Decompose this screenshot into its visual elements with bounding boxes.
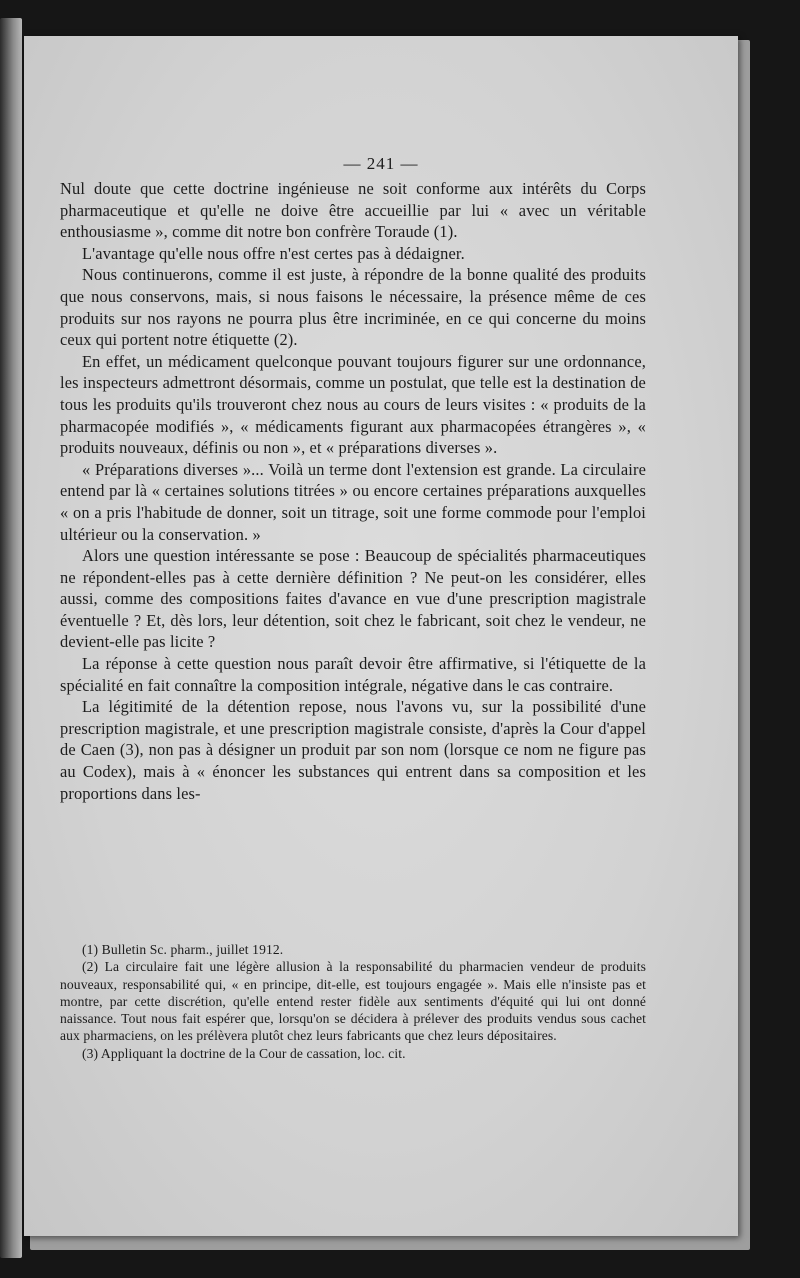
paragraph: La légitimité de la détention repose, nous l'avons vu, sur la possibilité d'une prescription magistrale, et une prescription magistrale consiste, d'après la Cour d'appel de Caen (3), non pas à désigner un produit par son nom (lorsque ce nom ne figure pas au Codex), mais à « énoncer les substances qui entrent dans sa composition et les proportions dans les- bbox=[60, 697, 646, 803]
paragraph: La réponse à cette question nous paraît devoir être affirmative, si l'étiquette de la spécialité en fait connaître la composition intégrale, négative dans le cas contraire. bbox=[60, 654, 646, 695]
left-page-edge bbox=[0, 18, 22, 1258]
footnote: (1) Bulletin Sc. pharm., juillet 1912. bbox=[82, 942, 284, 957]
paragraph: « Préparations diverses »... Voilà un terme dont l'extension est grande. La circulaire entend par là « certaines solutions titrées » ou encore certaines préparations auxquelles « on a pris l'habitude de donner, soit un titrage, soit une forme commode pour l'emploi ultérieur ou la conservation. » bbox=[60, 459, 646, 544]
book-page bbox=[24, 36, 738, 1236]
footnote: (2) La circulaire fait une légère allusion à la responsabilité du pharmacien vendeur de produits nouveaux, responsabilité qui, « en principe, dit-elle, est toujours engagée ». Mais elle n'insiste pas et montre, par cette discrétion, qu'elle entend rester fidèle aux sentiments d'équité qui lui ont donné naissance. Tout nous fait espérer que, lorsqu'on se décidera à prélever des produits vendus sous cachet aux pharmaciens, on les prélèvera plutôt chez leurs fabricants que chez leurs dépositaires. bbox=[60, 959, 646, 1044]
body-text bbox=[60, 178, 646, 804]
paragraph: Alors une question intéressante se pose : Beaucoup de spécialités pharmaceutiques ne répondent-elles pas à cette dernière définition ? Ne peut-on les considérer, elles aussi, comme des compositions faites d'avance en vue d'une prescription magistrale éventuelle ? Et, dès lors, leur détention, soit chez le fabricant, soit chez le vendeur, ne devient-elle pas licite ? bbox=[60, 546, 646, 652]
paragraph: Nous continuerons, comme il est juste, à répondre de la bonne qualité des produits que nous conservons, mais, si nous faisons le nécessaire, la présence même de ces produits sur nos rayons ne pourra plus être incriminée, en ce qui concerne du moins ceux qui portent notre étiquette (2). bbox=[60, 265, 646, 350]
footnote: (3) Appliquant la doctrine de la Cour de cassation, loc. cit. bbox=[82, 1045, 406, 1061]
paragraph: En effet, un médicament quelconque pouvant toujours figurer sur une ordonnance, les inspecteurs admettront désormais, comme un postulat, que telle est la destination de tous les produits qu'ils trouveront chez nous au cours de leurs visites : « produits de la pharmacopée modifiés », « médicaments figurant aux pharmacopées étrangères », « produits nouveaux, définis ou non », et « préparations diverses ». bbox=[60, 351, 646, 458]
page-number: — 241 — bbox=[343, 154, 419, 173]
paragraph: Nul doute que cette doctrine ingénieuse ne soit conforme aux intérêts du Corps pharmaceutique et qu'elle ne doive être accueillie par lui « avec un véritable enthousiasme », comme dit notre bon confrère Toraude (1). bbox=[60, 179, 646, 242]
paragraph: L'avantage qu'elle nous offre n'est certes pas à dédaigner. bbox=[82, 243, 465, 263]
footnotes bbox=[60, 941, 646, 1062]
